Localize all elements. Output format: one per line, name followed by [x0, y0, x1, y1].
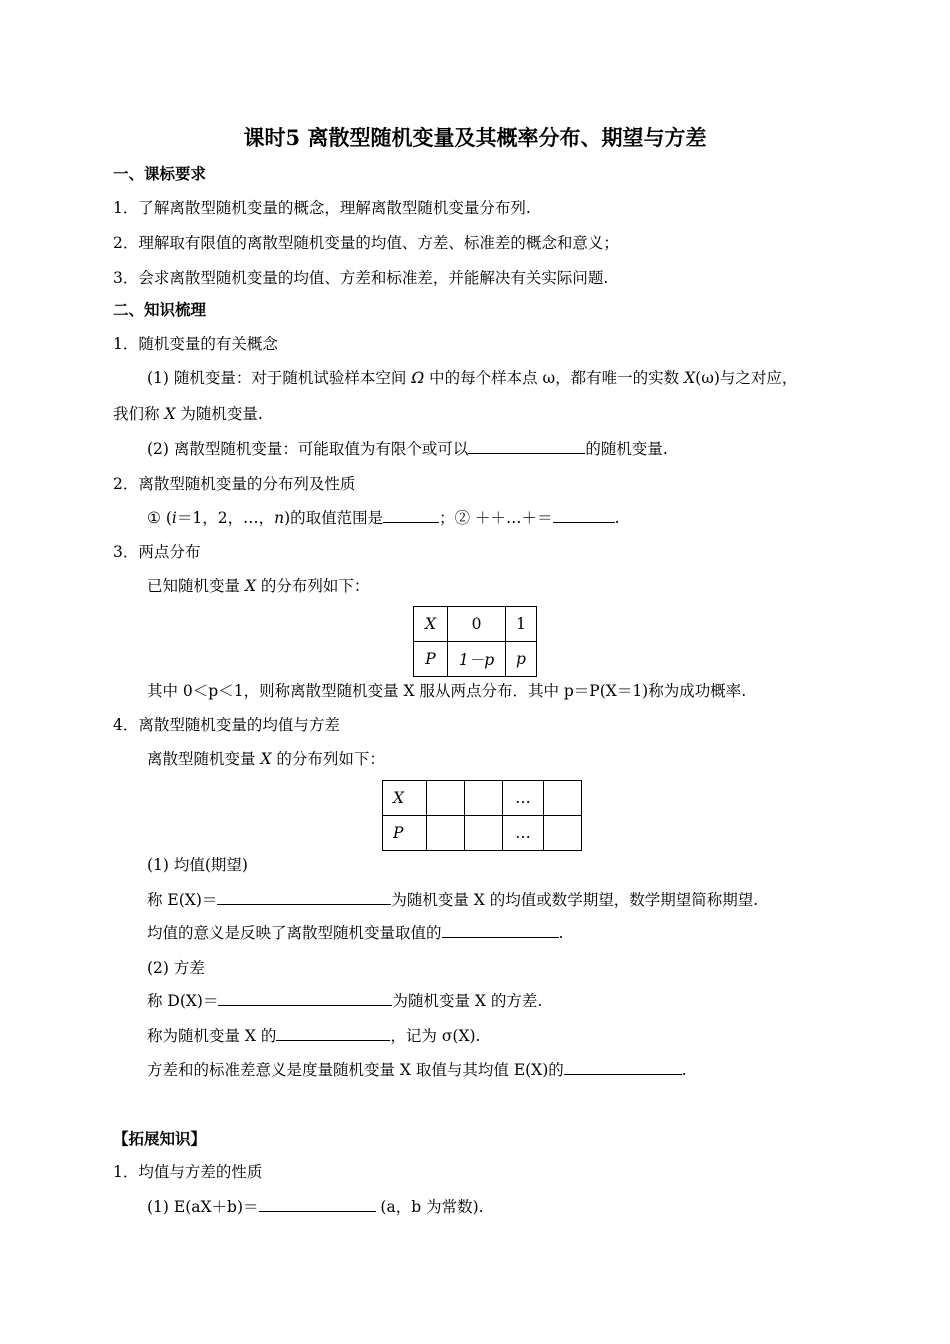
table-cell: 1－p — [448, 642, 506, 677]
blank-field[interactable] — [218, 991, 392, 1006]
table-cell — [427, 816, 465, 851]
requirement-item-1: 1．了解离散型随机变量的概念，理解离散型随机变量分布列. — [113, 199, 531, 217]
section-heading-knowledge: 二、知识梳理 — [113, 300, 207, 319]
discrete-variable-definition: (2) 离散型随机变量：可能取值为有限个或可以 的随机变量. — [147, 440, 668, 458]
subsection-heading-3: 3．两点分布 — [113, 543, 201, 561]
two-point-intro: 已知随机变量 X 的分布列如下： — [147, 577, 370, 595]
table-cell: … — [503, 781, 544, 816]
table-cell: 0 — [448, 607, 506, 642]
subsection-heading-2: 2．离散型随机变量的分布列及性质 — [113, 475, 356, 493]
requirement-item-2: 2．理解取有限值的离散型随机变量的均值、方差、标准差的概念和意义； — [113, 234, 619, 252]
section-heading-requirements: 一、课标要求 — [113, 164, 207, 183]
table-cell: X — [383, 781, 427, 816]
table-cell — [427, 781, 465, 816]
blank-field[interactable] — [553, 508, 615, 523]
blank-field[interactable] — [217, 890, 391, 905]
general-distribution-table — [382, 780, 582, 851]
extension-item-1a: (1) E(aX＋b)＝ (a，b 为常数). — [147, 1198, 484, 1216]
table-cell — [465, 816, 503, 851]
mean-variance-intro: 离散型随机变量 X 的分布列如下： — [147, 750, 385, 768]
blank-field[interactable] — [276, 1026, 390, 1041]
variance-definition: 称 D(X)＝ 为随机变量 X 的方差. — [147, 992, 543, 1010]
subsection-heading-4: 4．离散型随机变量的均值与方差 — [113, 716, 340, 734]
blank-field[interactable] — [442, 923, 559, 938]
blank-field[interactable] — [564, 1060, 682, 1075]
extension-heading: 【拓展知识】 — [113, 1129, 207, 1148]
random-variable-definition-cont: 我们称 X 为随机变量. — [113, 405, 263, 423]
random-variable-definition: (1) 随机变量：对于随机试验样本空间 Ω 中的每个样本点 ω，都有唯一的实数 X(ω)与之对应， — [147, 369, 798, 387]
table-cell: p — [506, 642, 537, 677]
blank-field[interactable] — [468, 439, 585, 454]
distribution-properties: ① (i＝1，2，…，n)的取值范围是 ；② ＋＋…＋＝ . — [147, 509, 620, 527]
table-cell: 1 — [506, 607, 537, 642]
two-point-distribution-table — [413, 606, 537, 677]
table-cell — [465, 781, 503, 816]
mean-heading: (1) 均值(期望) — [147, 856, 248, 874]
mean-definition: 称 E(X)＝ 为随机变量 X 的均值或数学期望，数学期望简称期望. — [147, 891, 759, 909]
variance-meaning: 方差和的标准差意义是度量随机变量 X 取值与其均值 E(X)的 . — [147, 1061, 687, 1079]
table-cell: X — [414, 607, 448, 642]
table-cell: … — [503, 816, 544, 851]
variance-heading: (2) 方差 — [147, 959, 205, 977]
two-point-note: 其中 0＜p＜1，则称离散型随机变量 X 服从两点分布．其中 p＝P(X＝1)称为成功概率. — [147, 682, 747, 700]
std-definition: 称为随机变量 X 的 ，记为 σ(X). — [147, 1027, 481, 1045]
table-cell: P — [383, 816, 427, 851]
page-title: 课时5 离散型随机变量及其概率分布、期望与方差 — [243, 125, 707, 150]
mean-meaning: 均值的意义是反映了离散型随机变量取值的 . — [147, 924, 564, 942]
table-cell — [544, 781, 582, 816]
table-cell: P — [414, 642, 448, 677]
subsection-heading-1: 1．随机变量的有关概念 — [113, 335, 278, 353]
extension-item-1: 1．均值与方差的性质 — [113, 1163, 263, 1181]
requirement-item-3: 3．会求离散型随机变量的均值、方差和标准差，并能解决有关实际问题. — [113, 269, 609, 287]
table-cell — [544, 816, 582, 851]
blank-field[interactable] — [383, 508, 439, 523]
blank-field[interactable] — [259, 1197, 376, 1212]
